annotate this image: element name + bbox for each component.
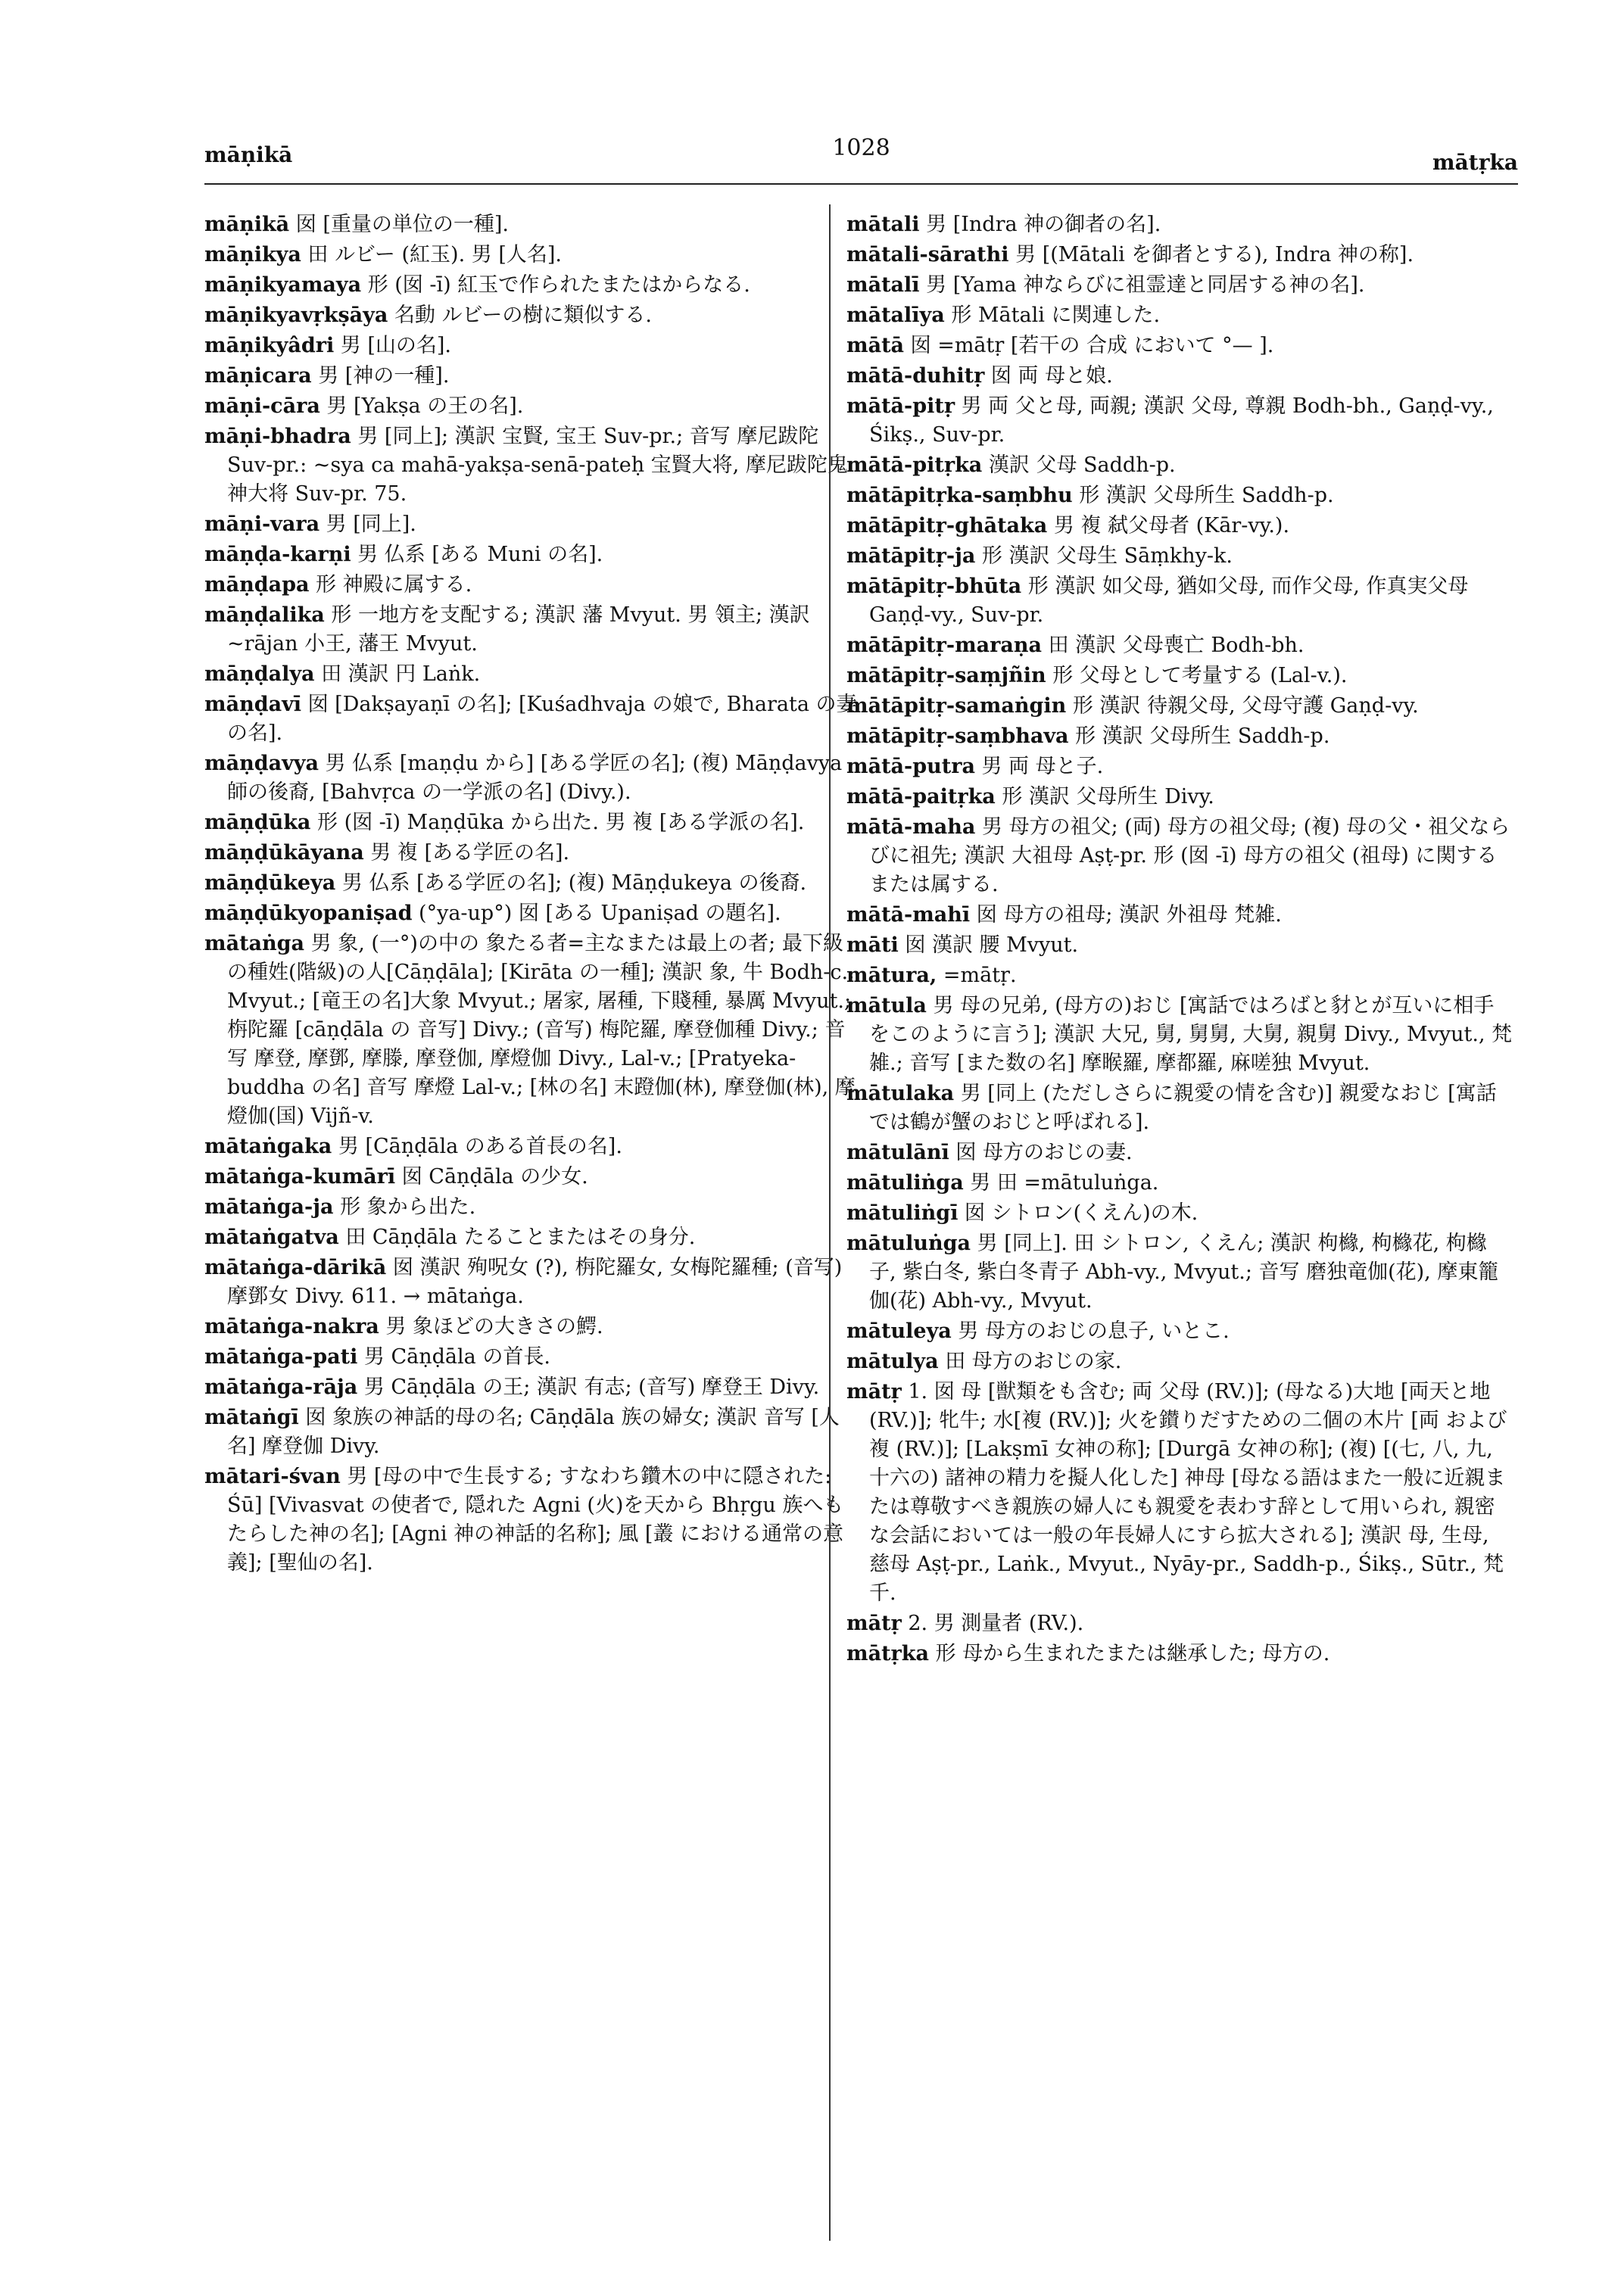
entry-definition: 男 [Yama 神ならびに祖霊達と同居する神の名].: [919, 273, 1365, 297]
entry-definition: 男 [(Mātali を御者とする), Indra 神の称].: [1008, 243, 1414, 266]
entry-headword: mātaṅga-ja: [204, 1195, 334, 1219]
dictionary-entry: [204, 869, 859, 898]
dictionary-entry: [846, 362, 1513, 391]
dictionary-entry: [846, 722, 1513, 751]
entry-headword: mātuliṅgī: [846, 1201, 959, 1225]
entry-definition: 男 [同上]; 漢訳 宝賢, 宝王 Suv-pr.; 音写 摩尼跋陀 Suv-pr.: ~sya ca mahā-yakṣa-senā-pateḥ 宝賢大将, 摩尼跋陀鬼神大将 Suv-pr. 75.: [227, 425, 848, 506]
dictionary-entry: [846, 901, 1513, 930]
dictionary-entry: [846, 813, 1513, 899]
entry-headword: mātā-pitṛka: [846, 453, 983, 477]
dictionary-entry: [846, 1199, 1513, 1228]
entry-headword: mātaṅga-nakra: [204, 1315, 379, 1338]
entry-definition: 囡 母方のおじの妻.: [949, 1141, 1133, 1164]
entry-headword: mātali-sārathi: [846, 243, 1009, 266]
dictionary-entry: [204, 332, 859, 360]
entry-definition: 形 漢訳 父母生 Sāṃkhy-k.: [975, 544, 1233, 568]
entry-definition: 囡 [Dakṣayaṇī の名]; [Kuśadhvaja の娘で, Bharata の妻の名].: [227, 693, 857, 745]
dictionary-entry: [204, 601, 859, 659]
entry-headword: māṇikya: [204, 243, 301, 266]
entry-definition: 男 母方の祖父; (両) 母方の祖父母; (複) 母の父・祖父ならびに祖先; 漢訳 大祖母 Aṣṭ-pr. 形 (囡 -ī) 母方の祖父 (祖母) に関するまたは属する.: [869, 815, 1510, 896]
entry-headword: mātā-duhitṛ: [846, 364, 985, 388]
entry-definition: 囡 [重量の単位の一種].: [289, 213, 509, 236]
entry-headword: mātaṅgī: [204, 1406, 299, 1429]
entry-definition: 囡 Cāṇḍāla の少女.: [395, 1165, 588, 1189]
entry-definition: 男 両 父と母, 両親; 漢訳 父母, 尊親 Bodh-bh., Gaṇḍ-vy., Śikṣ., Suv-pr.: [869, 394, 1494, 447]
entry-headword: mātulaka: [846, 1082, 955, 1105]
entry-definition: 形 神殿に属する.: [309, 573, 472, 597]
entry-definition: 形 父母として考量する (Lal-v.).: [1046, 664, 1348, 687]
entry-headword: mātula: [846, 994, 927, 1017]
entry-headword: māṇḍavī: [204, 693, 302, 716]
entry-definition: =mātṛ.: [937, 964, 1017, 987]
dictionary-entry: [204, 1343, 859, 1372]
entry-definition: 形 漢訳 父母所生 Saddh-p.: [1072, 484, 1334, 507]
dictionary-entry: [204, 808, 859, 837]
entry-definition: 2. 男 測量者 (RV.).: [901, 1612, 1084, 1635]
entry-headword: māṇi-cāra: [204, 394, 320, 418]
dictionary-entry: [204, 1463, 859, 1578]
dictionary-entry: [846, 662, 1513, 690]
entry-definition: 囡 母方の祖母; 漢訳 外祖母 梵雑.: [970, 903, 1282, 927]
entry-headword: mātaṅgaka: [204, 1135, 332, 1158]
entry-headword: mātalīya: [846, 304, 945, 327]
entry-definition: 形 漢訳 如父母, 猶如父母, 而作父母, 作真実父母 Gaṇḍ-vy., Suv-pr.: [869, 575, 1469, 627]
entry-definition: 男 仏系 [ある Muni の名].: [351, 543, 603, 566]
entry-headword: mātaṅga: [204, 932, 305, 955]
left-column: [204, 210, 859, 1579]
entry-headword: māṇḍūkyopaniṣad: [204, 902, 413, 925]
dictionary-entry: [204, 1163, 859, 1192]
entry-headword: mātā-maha: [846, 815, 976, 839]
dictionary-entry: [204, 1404, 859, 1461]
entry-definition: 男 複 弑父母者 (Kār-vy.).: [1047, 514, 1290, 537]
entry-definition: 田 Cāṇḍāla たることまたはその身分.: [338, 1226, 696, 1249]
entry-headword: māṇḍūka: [204, 811, 311, 834]
entry-headword: mātāpitṛ-samaṅgin: [846, 694, 1067, 718]
dictionary-entry: [204, 930, 859, 1131]
entry-headword: māṇḍalya: [204, 662, 315, 686]
entry-definition: 形 (囡 -ī) Maṇḍūka から出た. 男 複 [ある学派の名].: [310, 811, 805, 834]
page-number: 1028: [832, 135, 890, 161]
entry-headword: mātā: [846, 334, 905, 357]
dictionary-entry: [846, 542, 1513, 571]
entry-headword: mātari-śvan: [204, 1465, 341, 1488]
entry-definition: 1. 囡 母 [獣類をも含む; 両 父母 (RV.)]; (母なる)大地 [両天と地 (RV.)]; 牝牛; 水[複 (RV.)]; 火を鑚りだすための二個の木片 [両 および 複 (RV.)]; [Lakṣmī 女神の称]; [Durgā 女神の称]; (複) [(七, 八, 九, 十六の) 諸神の精力を擬人化した] 神母 [母なる語はまた一般に近親または尊敬すべき親族の婦人にも親愛を表わす辞として用いられ, 親密な会話においては一般の年長婦人にすら拡大される]; 漢訳 母, 生母, 慈母 Aṣṭ-pr., Laṅk., Mvyut., Nyāy-pr., Saddh-p., Śikṣ., Sūtr., 梵千.: [869, 1380, 1507, 1605]
dictionary-entry: [204, 392, 859, 421]
dictionary-entry: [204, 301, 859, 330]
entry-headword: māṇikā: [204, 213, 290, 236]
entry-definition: 田 ルビー (紅玉). 男 [人名].: [301, 243, 562, 266]
entry-headword: māṇḍa-karṇi: [204, 543, 351, 566]
entry-definition: 囡 両 母と娘.: [984, 364, 1113, 388]
entry-headword: mātuliṅga: [846, 1171, 964, 1195]
dictionary-entry: [846, 301, 1513, 330]
entry-headword: mātā-pitṛ: [846, 394, 955, 418]
entry-headword: mātā-paitṛka: [846, 785, 996, 808]
dictionary-entry: [846, 392, 1513, 450]
entry-definition: 男 象ほどの大きさの鰐.: [379, 1315, 603, 1338]
dictionary-entry: [846, 1347, 1513, 1376]
dictionary-entry: [204, 839, 859, 868]
dictionary-entry: [846, 572, 1513, 630]
entry-headword: māṇikyâdri: [204, 334, 335, 357]
entry-definition: 男 仏系 [maṇḍu から] [ある学匠の名]; (複) Māṇḍavya 師の後裔, [Bahvṛca の一学派の名] (Divy.).: [227, 752, 843, 804]
column-divider: [829, 204, 831, 2241]
entry-headword: mātulya: [846, 1350, 939, 1373]
entry-definition: 囡 漢訳 腰 Mvyut.: [898, 933, 1079, 957]
entry-definition: 囡 象族の神話的母の名; Cāṇḍāla 族の婦女; 漢訳 音写 [人名] 摩登伽 Divy.: [227, 1406, 840, 1458]
entry-headword: mātā-mahī: [846, 903, 971, 927]
entry-headword: māti: [846, 933, 899, 957]
entry-headword: mātulānī: [846, 1141, 949, 1164]
dictionary-entry: [204, 422, 859, 509]
entry-definition: 男 複 [ある学匠の名].: [363, 841, 570, 865]
entry-headword: māṇḍapa: [204, 573, 310, 597]
dictionary-entry: [204, 1193, 859, 1222]
entry-definition: 男 [同上]. 田 シトロン, くえん; 漢訳 枸櫞, 枸櫞花, 枸櫞子, 紫白冬, 紫白冬青子 Abh-vy., Mvyut.; 音写 磨独竜伽(花), 摩東籠伽(花) Abh-vy., Mvyut.: [869, 1232, 1499, 1313]
entry-definition: 男 象, (一°)の中の 象たる者=主なまたは最上の者; 最下級の種姓(階級)の人[Cāṇḍāla]; [Kirāta の一種]; 漢訳 象, 牛 Bodh-c., Mvyut.; [竜王の名]大象 Mvyut.; 屠家, 屠種, 下賤種, 暴厲 Mvyut.; 栴陀羅 [cāṇḍāla の 音写] Divy.; (音写) 梅陀羅, 摩登伽種 Divy.; 音写 摩登, 摩鄧, 摩滕, 摩登伽, 摩燈伽 Divy., Lal-v.; [Pratyeka-buddha の名] 音写 摩燈 Lal-v.; [林の名] 末蹬伽(林), 摩登伽(林), 摩燈伽(国) Vijñ-v.: [227, 932, 856, 1128]
dictionary-entry: [204, 899, 859, 928]
entry-definition: 男 Cāṇḍāla の首長.: [357, 1345, 550, 1369]
entry-headword: mātaṅga-dārikā: [204, 1256, 387, 1279]
entry-headword: mātṛ: [846, 1380, 902, 1404]
entry-headword: mātura,: [846, 964, 937, 987]
dictionary-entry: [846, 512, 1513, 541]
entry-definition: 男 [同上].: [320, 512, 416, 536]
dictionary-entry: [204, 571, 859, 600]
entry-definition: 形 (囡 -ī) 紅玉で作られたまたはからなる.: [361, 273, 750, 297]
dictionary-entry: [846, 1378, 1513, 1608]
entry-definition: 漢訳 父母 Saddh-p.: [982, 453, 1176, 477]
dictionary-entry: [204, 1132, 859, 1161]
dictionary-entry: [204, 362, 859, 391]
dictionary-entry: [846, 481, 1513, 510]
dictionary-entry: [846, 1640, 1513, 1668]
entry-definition: 形 一地方を支配する; 漢訳 藩 Mvyut. 男 領主; 漢訳 ~rājan 小王, 藩王 Mvyut.: [227, 603, 810, 656]
entry-definition: 形 漢訳 待親父母, 父母守護 Gaṇḍ-vy.: [1066, 694, 1419, 718]
entry-definition: 男 母の兄弟, (母方の)おじ [寓話ではろばと豺とが互いに相手をこのように言う]; 漢訳 大兄, 舅, 舅舅, 大舅, 親舅 Divy., Mvyut., 梵雑.; 音写 [また数の名] 摩睺羅, 摩都羅, 麻嗟独 Mvyut.: [869, 994, 1513, 1075]
dictionary-entry: [204, 210, 859, 239]
dictionary-entry: [846, 931, 1513, 960]
dictionary-entry: [846, 692, 1513, 721]
dictionary-entry: [846, 1229, 1513, 1316]
entry-definition: 形 漢訳 父母所生 Saddh-p.: [1068, 724, 1330, 748]
entry-headword: mātaṅga-kumārī: [204, 1165, 396, 1189]
entry-headword: mātāpitṛ-maraṇa: [846, 634, 1042, 657]
entry-headword: mātalī: [846, 273, 920, 297]
entry-definition: 田 漢訳 円 Laṅk.: [314, 662, 481, 686]
entry-definition: 田 母方のおじの家.: [938, 1350, 1122, 1373]
dictionary-entry: [204, 660, 859, 689]
dictionary-entry: [846, 332, 1513, 360]
dictionary-entry: [204, 271, 859, 300]
entry-headword: māṇḍavya: [204, 752, 319, 775]
dictionary-entry: [846, 992, 1513, 1078]
entry-headword: mātuleya: [846, 1319, 952, 1343]
entry-definition: 男 仏系 [ある学匠の名]; (複) Māṇḍukeya の後裔.: [335, 871, 807, 895]
dictionary-entry: [204, 241, 859, 269]
dictionary-entry: [846, 961, 1513, 990]
entry-headword: mātaṅgatva: [204, 1226, 339, 1249]
entry-definition: 囡 シトロン(くえん)の木.: [958, 1201, 1199, 1225]
entry-definition: 男 [山の名].: [334, 334, 452, 357]
dictionary-entry: [846, 1317, 1513, 1346]
dictionary-entry: [204, 510, 859, 539]
entry-definition: 男 田 =mātuluṅga.: [963, 1171, 1159, 1195]
page-header: [204, 135, 1518, 173]
dictionary-entry: [846, 1609, 1513, 1638]
dictionary-entry: [846, 752, 1513, 781]
entry-definition: 男 [同上 (ただしさらに親愛の情を含む)] 親愛なおじ [寓話では鶴が蟹のおじと呼ばれる].: [869, 1082, 1497, 1134]
dictionary-entry: [204, 541, 859, 569]
entry-headword: mātāpitṛ-saṃbhava: [846, 724, 1069, 748]
entry-definition: 男 両 母と子.: [974, 755, 1104, 778]
dictionary-entry: [846, 241, 1513, 269]
entry-definition: 囡 =mātṛ [若干の 合成 において °— ].: [904, 334, 1274, 357]
dictionary-entry: [846, 271, 1513, 300]
dictionary-entry: [204, 749, 859, 807]
dictionary-entry: [846, 1169, 1513, 1198]
entry-definition: 形 漢訳 父母所生 Divy.: [995, 785, 1214, 808]
entry-headword: mātṛka: [846, 1642, 929, 1665]
entry-definition: 男 [神の一種].: [311, 364, 450, 388]
entry-definition: 名動 ルビーの樹に類似する.: [388, 304, 653, 327]
entry-definition: 男 母方のおじの息子, いとこ.: [951, 1319, 1230, 1343]
entry-headword: mātāpitṛka-saṃbhu: [846, 484, 1073, 507]
entry-headword: māṇicara: [204, 364, 312, 388]
dictionary-entry: [204, 1223, 859, 1252]
entry-definition: 形 象から出た.: [333, 1195, 476, 1219]
entry-headword: mātaṅga-pati: [204, 1345, 358, 1369]
entry-headword: mātāpitṛ-saṃjñin: [846, 664, 1046, 687]
entry-definition: 男 Cāṇḍāla の王; 漢訳 有志; (音写) 摩登王 Divy.: [357, 1375, 820, 1399]
header-left-guideword: māṇikā: [204, 142, 293, 167]
entry-definition: 田 漢訳 父母喪亡 Bodh-bh.: [1041, 634, 1304, 657]
header-right-guideword: mātṛka: [1432, 150, 1518, 175]
entry-headword: māṇi-vara: [204, 512, 320, 536]
entry-headword: mātaṅga-rāja: [204, 1375, 358, 1399]
entry-definition: 男 [Indra 神の御者の名].: [919, 213, 1161, 236]
dictionary-entry: [204, 1313, 859, 1341]
entry-definition: 囡 漢訳 殉呪女 (?), 栴陀羅女, 女梅陀羅種; (音写) 摩鄧女 Divy. 611. → mātaṅga.: [227, 1256, 843, 1308]
entry-definition: (°ya-up°) 囡 [ある Upaniṣad の題名].: [412, 902, 781, 925]
dictionary-entry: [846, 631, 1513, 660]
entry-headword: mātali: [846, 213, 920, 236]
dictionary-entry: [204, 1254, 859, 1311]
entry-definition: 男 [Yakṣa の王の名].: [320, 394, 524, 418]
dictionary-entry: [846, 451, 1513, 480]
entry-definition: 男 [Cāṇḍāla のある首長の名].: [332, 1135, 622, 1158]
entry-headword: mātṛ: [846, 1612, 902, 1635]
dictionary-entry: [204, 1373, 859, 1402]
right-column: [846, 210, 1513, 1670]
entry-definition: 男 [母の中で生長する; すなわち鑽木の中に隠された: Śū] [Vivasvat の使者で, 隠れた Agni (火)を天から Bhṛgu 族へもたらした神の名]; [Agni 神の神話的名称]; 風 [叢 における通常の意義]; [聖仙の名].: [227, 1465, 844, 1575]
entry-headword: māṇi-bhadra: [204, 425, 351, 448]
entry-headword: māṇḍūkāyana: [204, 841, 364, 865]
entry-headword: māṇḍūkeya: [204, 871, 336, 895]
entry-headword: māṇikyamaya: [204, 273, 362, 297]
entry-headword: mātā-putra: [846, 755, 975, 778]
entry-headword: mātāpitṛ-bhūta: [846, 575, 1022, 598]
dictionary-entry: [846, 783, 1513, 812]
entry-definition: 形 Mātali に関連した.: [944, 304, 1161, 327]
dictionary-entry: [846, 210, 1513, 239]
entry-headword: mātāpitṛ-ghātaka: [846, 514, 1048, 537]
dictionary-entry: [846, 1139, 1513, 1167]
entry-headword: mātāpitṛ-ja: [846, 544, 976, 568]
dictionary-entry: [204, 690, 859, 748]
header-rule: [204, 183, 1518, 185]
entry-headword: māṇḍalika: [204, 603, 325, 627]
dictionary-entry: [846, 1080, 1513, 1137]
entry-headword: māṇikyavṛkṣāya: [204, 304, 388, 327]
entry-headword: mātuluṅga: [846, 1232, 971, 1255]
entry-definition: 形 母から生まれたまたは継承した; 母方の.: [928, 1642, 1330, 1665]
